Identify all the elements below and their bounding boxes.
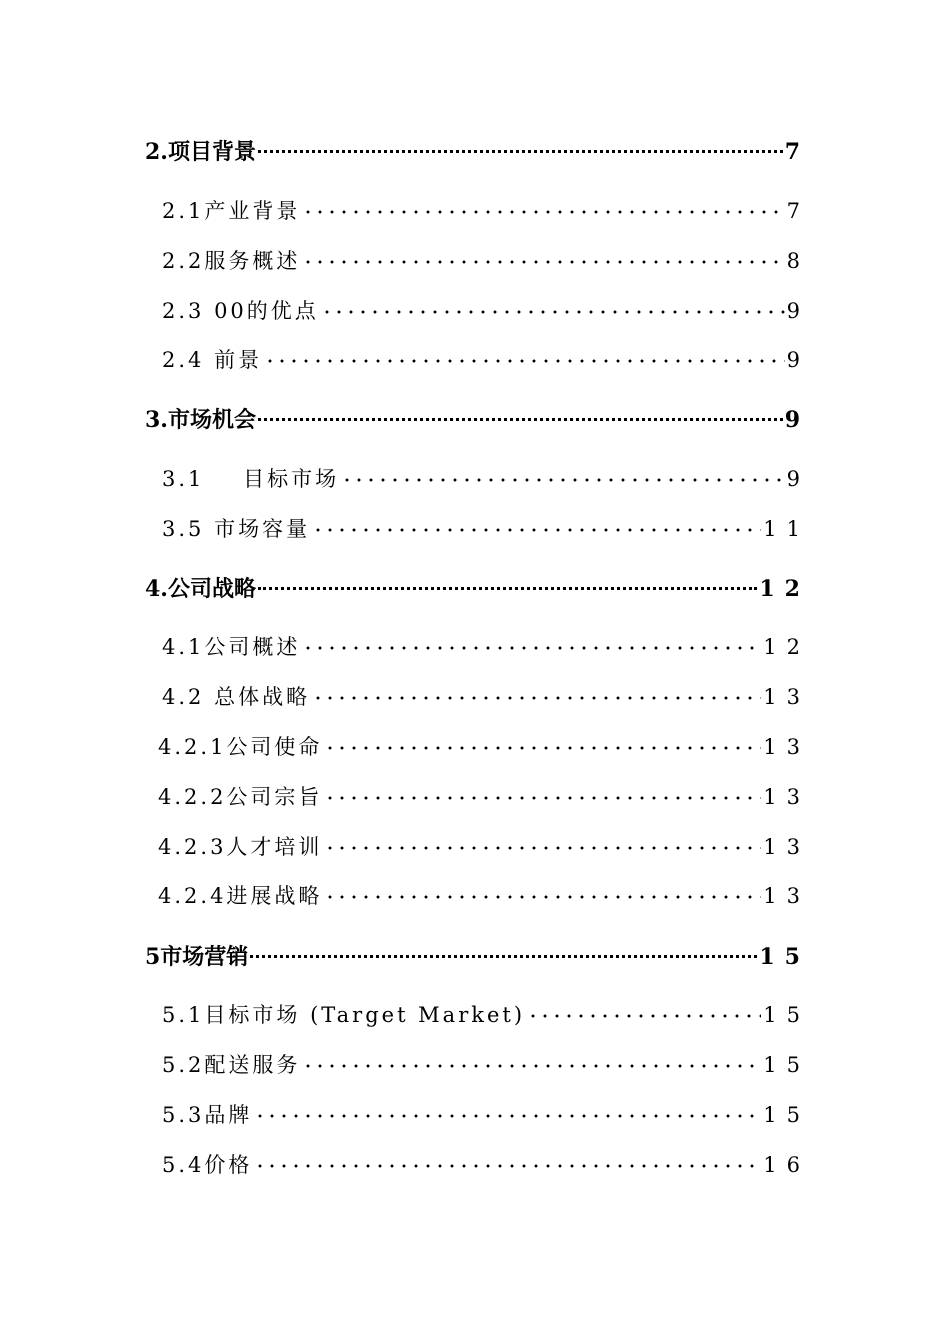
toc-entry-5-3[interactable] bbox=[162, 1099, 810, 1129]
toc-entry-label: 2.2服务概述 bbox=[162, 249, 301, 273]
toc-entry-page: 13 bbox=[763, 785, 810, 809]
toc-entry-2-2[interactable] bbox=[162, 245, 810, 275]
dot-leader bbox=[302, 243, 784, 264]
toc-entry-page: 9 bbox=[786, 467, 810, 491]
dot-leader bbox=[341, 461, 785, 482]
toc-entry-label: 4.2.2公司宗旨 bbox=[158, 785, 323, 809]
toc-entry-4-1[interactable] bbox=[162, 631, 810, 661]
toc-entry-label: 3.5 市场容量 bbox=[162, 517, 311, 541]
toc-entry-4-2-2[interactable] bbox=[158, 781, 810, 811]
toc-entry-page: 9 bbox=[784, 407, 810, 433]
toc-entry-4-2[interactable] bbox=[162, 681, 810, 711]
toc-entry-label: 3.市场机会 bbox=[145, 407, 256, 433]
toc-entry-2-4[interactable] bbox=[162, 344, 810, 374]
toc-entry-label: 4.2.1公司使命 bbox=[158, 735, 323, 759]
toc-entry-page: 11 bbox=[763, 517, 810, 541]
toc-entry-label: 4.1公司概述 bbox=[162, 635, 301, 659]
toc-entry-label: 2.4 前景 bbox=[162, 348, 263, 372]
toc-entry-label: 4.2.3人才培训 bbox=[158, 835, 323, 859]
toc-entry-5-4[interactable] bbox=[162, 1149, 810, 1179]
toc-entry-page: 15 bbox=[759, 944, 810, 970]
toc-entry-page: 13 bbox=[763, 884, 810, 908]
toc-entry-label: 5.3品牌 bbox=[162, 1103, 253, 1127]
toc-entry-page: 15 bbox=[763, 1003, 810, 1027]
toc-entry-page: 12 bbox=[759, 576, 810, 602]
toc-entry-label: 3.1 目标市场 bbox=[162, 467, 340, 491]
dot-leader bbox=[302, 193, 784, 214]
toc-entry-page: 8 bbox=[786, 249, 810, 273]
toc-entry-label: 4.公司战略 bbox=[145, 576, 256, 602]
toc-entry-page: 9 bbox=[786, 348, 810, 372]
toc-entry-page: 9 bbox=[786, 299, 810, 323]
toc-entry-page: 7 bbox=[786, 199, 810, 223]
dot-leader bbox=[302, 1047, 761, 1068]
toc-entry-5[interactable] bbox=[145, 939, 810, 971]
toc-entry-page: 13 bbox=[763, 685, 810, 709]
dot-leader bbox=[264, 342, 785, 363]
dot-leader bbox=[527, 997, 761, 1018]
toc-entry-4-2-4[interactable] bbox=[158, 880, 810, 910]
dot-leader bbox=[254, 1147, 761, 1168]
dot-leader bbox=[254, 1097, 761, 1118]
dot-leader bbox=[258, 565, 757, 590]
dot-leader bbox=[258, 396, 783, 421]
toc-entry-4-2-1[interactable] bbox=[158, 731, 810, 761]
toc-entry-2-1[interactable] bbox=[162, 195, 810, 225]
toc-entry-label: 4.2.4进展战略 bbox=[158, 884, 323, 908]
toc-entry-label: 5.2配送服务 bbox=[162, 1053, 301, 1077]
toc-entry-2[interactable] bbox=[145, 134, 810, 166]
toc-entry-2-3[interactable] bbox=[162, 295, 810, 325]
toc-entry-3-1[interactable] bbox=[162, 463, 810, 493]
toc-entry-label: 2.项目背景 bbox=[145, 139, 256, 165]
toc-entry-label: 5.1目标市场 (Target Market) bbox=[162, 1003, 526, 1027]
toc-entry-5-2[interactable] bbox=[162, 1049, 810, 1079]
toc-entry-4-2-3[interactable] bbox=[158, 831, 810, 861]
dot-leader bbox=[324, 779, 761, 800]
toc-entry-label: 5.4价格 bbox=[162, 1153, 253, 1177]
dot-leader bbox=[324, 729, 761, 750]
toc-entry-page: 15 bbox=[763, 1103, 810, 1127]
toc-entry-label: 2.3 00的优点 bbox=[162, 299, 319, 323]
dot-leader bbox=[321, 293, 785, 314]
toc-entry-page: 7 bbox=[784, 139, 810, 165]
toc-entry-3-5[interactable] bbox=[162, 513, 810, 543]
toc-entry-page: 15 bbox=[763, 1053, 810, 1077]
toc-entry-page: 13 bbox=[763, 835, 810, 859]
toc-entry-label: 4.2 总体战略 bbox=[162, 685, 311, 709]
toc-entry-4[interactable] bbox=[145, 571, 810, 603]
toc-entry-label: 5市场营销 bbox=[145, 944, 249, 970]
dot-leader bbox=[312, 679, 761, 700]
toc-entry-page: 16 bbox=[763, 1153, 810, 1177]
toc-entry-page: 13 bbox=[763, 735, 810, 759]
dot-leader bbox=[324, 878, 761, 899]
toc-entry-5-1[interactable] bbox=[162, 999, 810, 1029]
toc-entry-3[interactable] bbox=[145, 402, 810, 434]
toc-entry-label: 2.1产业背景 bbox=[162, 199, 301, 223]
dot-leader bbox=[312, 511, 761, 532]
toc-entry-page: 12 bbox=[763, 635, 810, 659]
dot-leader bbox=[258, 128, 783, 153]
dot-leader bbox=[302, 629, 761, 650]
dot-leader bbox=[324, 829, 761, 850]
dot-leader bbox=[250, 933, 757, 958]
